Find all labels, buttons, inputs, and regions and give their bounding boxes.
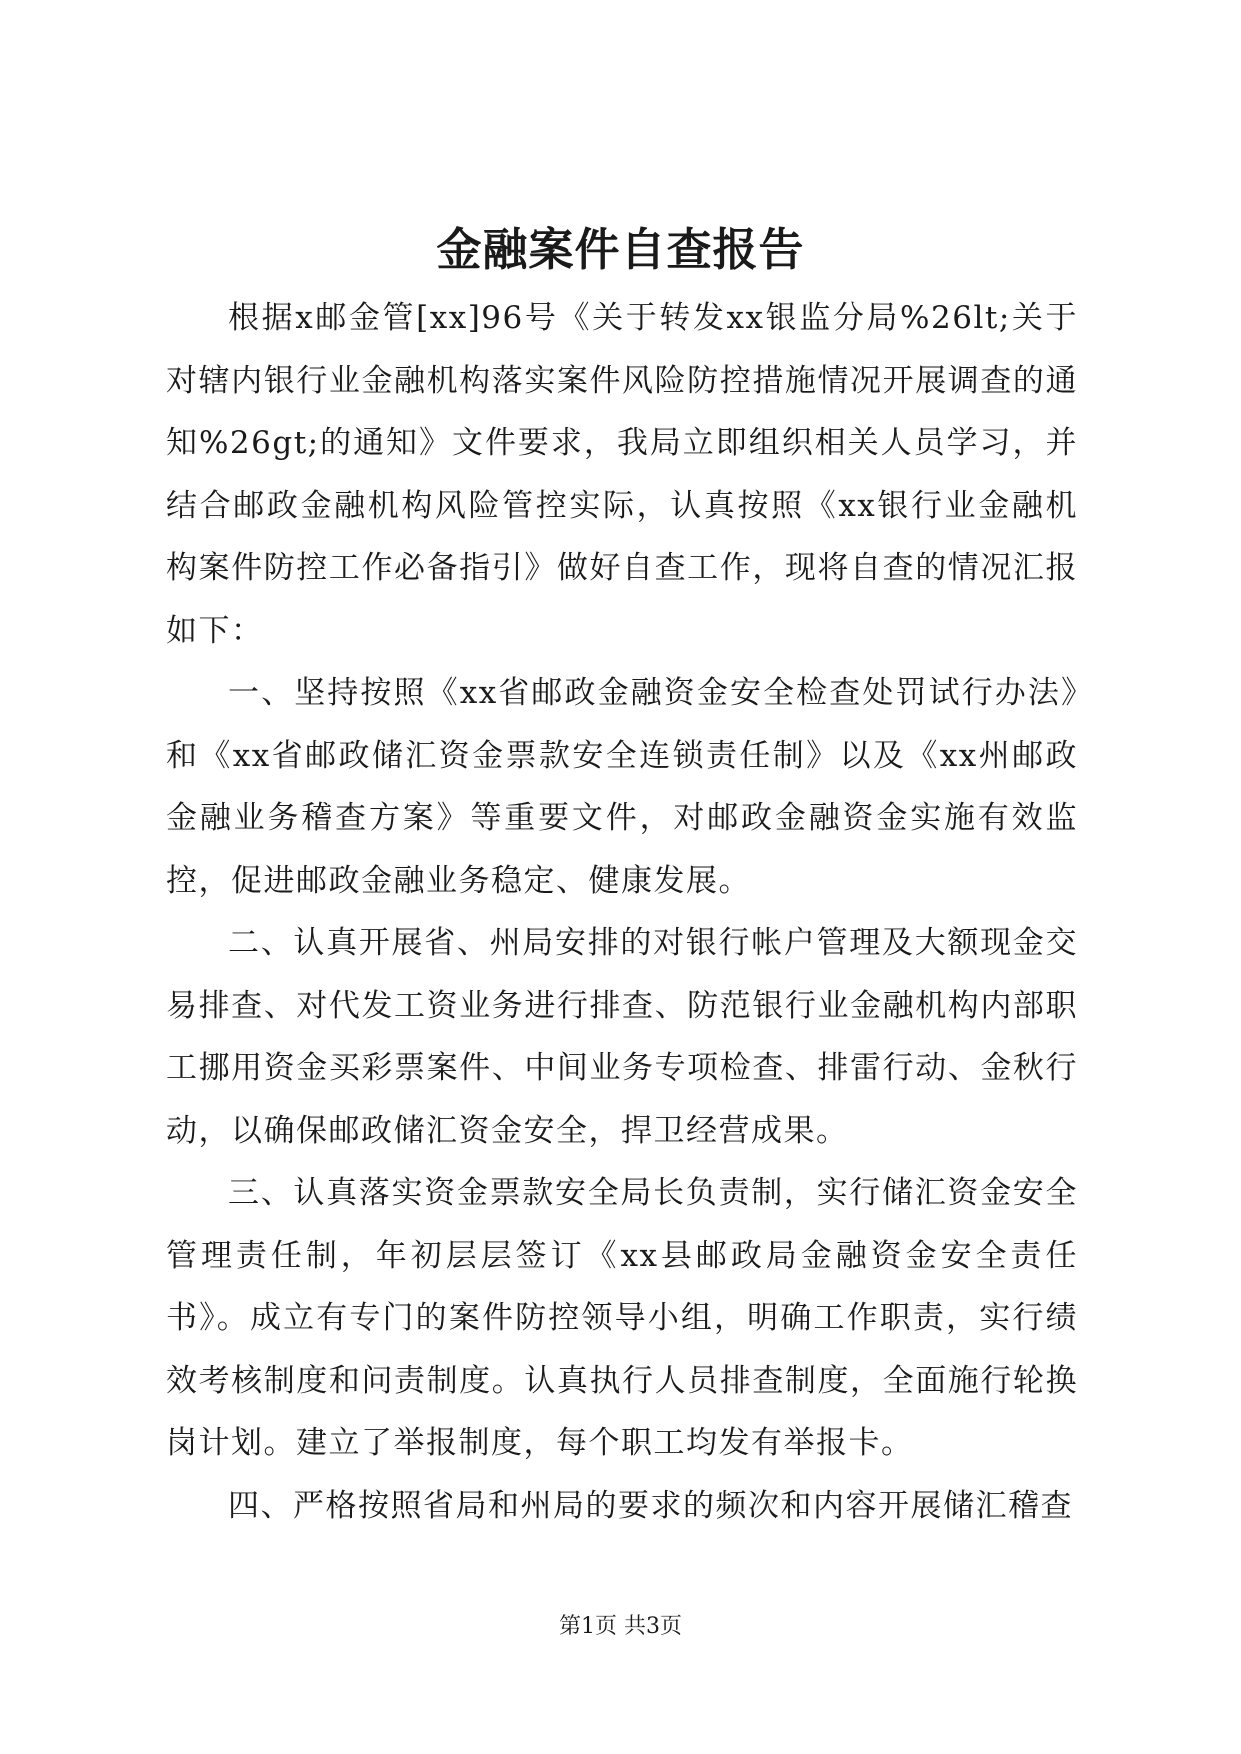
document-body — [166, 287, 1078, 1537]
page-number-footer: 第1页 共3页 — [559, 1614, 682, 1639]
paragraph-intro: 根据x邮金管[xx]96号《关于转发xx银监分局%26lt;关于对辖内银行业金融机构落实案件风险防控措施情况开展调查的通知%26gt;的通知》文件要求，我局立即组织相关人员学习，并结合邮政金融机构风险管控实际，认真按照《xx银行业金融机构案件防控工作必备指引》做好自查工作，现将自查的情况汇报如下： — [166, 300, 1078, 649]
paragraph-section-2: 二、认真开展省、州局安排的对银行帐户管理及大额现金交易排查、对代发工资业务进行排查、防范银行业金融机构内部职工挪用资金买彩票案件、中间业务专项检查、排雷行动、金秋行动，以确保邮政储汇资金安全，捍卫经营成果。 — [166, 925, 1078, 1149]
paragraph-section-4: 四、严格按照省局和州局的要求的频次和内容开展储汇稽查 — [228, 1487, 1073, 1524]
paragraph-section-1: 一、坚持按照《xx省邮政金融资金安全检查处罚试行办法》和《xx省邮政储汇资金票款安全连锁责任制》以及《xx州邮政金融业务稽查方案》等重要文件，对邮政金融资金实施有效监控，促进邮政金融业务稳定、健康发展。 — [166, 675, 1078, 899]
document-title: 金融案件自查报告 — [436, 223, 805, 276]
paragraph-section-3: 三、认真落实资金票款安全局长负责制，实行储汇资金安全管理责任制，年初层层签订《xx县邮政局金融资金安全责任书》。成立有专门的案件防控领导小组，明确工作职责，实行绩效考核制度和问责制度。认真执行人员排查制度，全面施行轮换岗计划。建立了举报制度，每个职工均发有举报卡。 — [166, 1175, 1078, 1461]
